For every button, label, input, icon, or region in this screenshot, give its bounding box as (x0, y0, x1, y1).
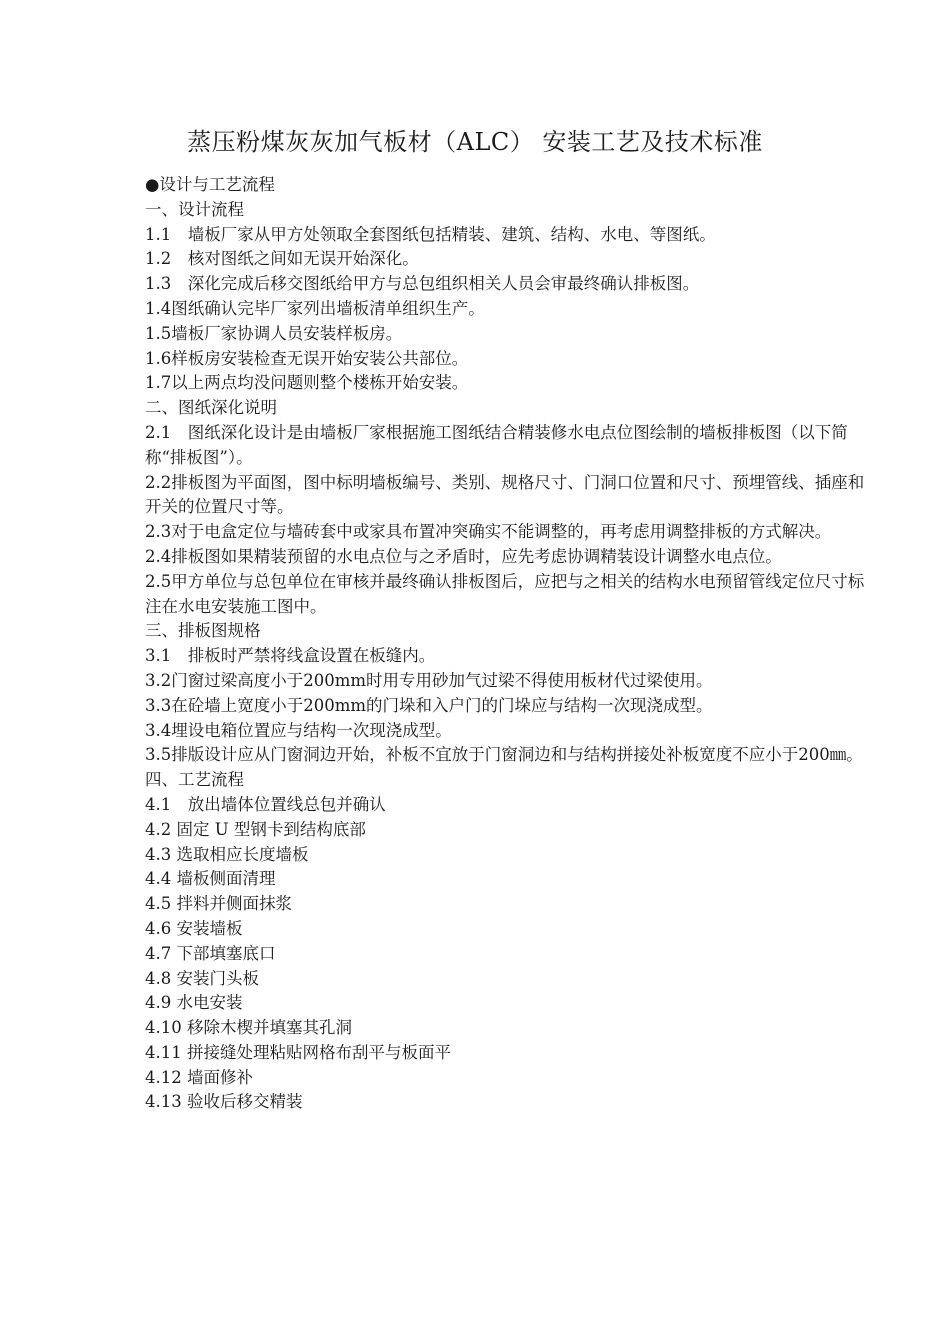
list-item-4-10: 4.10 移除木楔并填塞其孔洞 (145, 1018, 352, 1038)
list-item-3-1: 3.1 排板时严禁将线盒设置在板缝内。 (145, 646, 436, 666)
list-item-2-1: 2.1 图纸深化设计是由墙板厂家根据施工图纸结合精装修水电点位图绘制的墙板排板图（以下简称“排板图”）。 (145, 422, 848, 467)
list-item-2-4: 2.4排板图如果精装预留的水电点位与之矛盾时，应先考虑协调精装设计调整水电点位。 (145, 546, 782, 566)
list-item-3-3: 3.3在砼墙上宽度小于200mm的门垛和入户门的门垛应与结构一次现浇成型。 (145, 695, 713, 715)
list-item-4-11: 4.11 拼接缝处理粘贴网格布刮平与板面平 (145, 1042, 451, 1062)
document-title: 蒸压粉煤灰灰加气板材（ALC） 安装工艺及技术标准 (187, 128, 763, 156)
list-item-2-5: 2.5甲方单位与总包单位在审核并最终确认排板图后，应把与之相关的结构水电预留管线定位尺寸标注在水电安装施工图中。 (145, 571, 865, 616)
list-item-4-9: 4.9 水电安装 (145, 993, 243, 1013)
list-item-4-13: 4.13 验收后移交精装 (145, 1092, 303, 1112)
list-item-4-3: 4.3 选取相应长度墙板 (145, 844, 309, 864)
list-item-1-4: 1.4图纸确认完毕厂家列出墙板清单组织生产。 (145, 298, 485, 318)
list-item-1-6: 1.6样板房安装检查无误开始安装公共部位。 (145, 348, 469, 368)
section-heading-2: 二、图纸深化说明 (145, 398, 277, 418)
list-item-3-5: 3.5排版设计应从门窗洞边开始，补板不宜放于门窗洞边和与结构拼接处补板宽度不应小于200㎜。 (145, 745, 863, 765)
section-bullet-heading: ●设计与工艺流程 (145, 175, 275, 194)
list-item-2-3: 2.3对于电盒定位与墙砖套中或家具布置冲突确实不能调整的，再考虑用调整排板的方式解决。 (145, 522, 832, 542)
list-item-1-1: 1.1 墙板厂家从甲方处领取全套图纸包括精装、建筑、结构、水电、等图纸。 (145, 224, 716, 244)
list-item-4-12: 4.12 墙面修补 (145, 1067, 253, 1087)
list-item-4-7: 4.7 下部填塞底口 (145, 943, 276, 963)
section-heading-4: 四、工艺流程 (145, 770, 244, 790)
list-item-4-4: 4.4 墙板侧面清理 (145, 869, 276, 889)
list-item-4-1: 4.1 放出墙体位置线总包并确认 (145, 794, 386, 814)
list-item-4-2: 4.2 固定 U 型钢卡到结构底部 (145, 819, 366, 839)
list-item-3-2: 3.2门窗过梁高度小于200mm时用专用砂加气过梁不得使用板材代过梁使用。 (145, 670, 713, 690)
list-item-4-8: 4.8 安装门头板 (145, 968, 259, 988)
section-heading-3: 三、排板图规格 (145, 621, 261, 641)
list-item-4-5: 4.5 拌料并侧面抹浆 (145, 894, 292, 914)
list-item-1-2: 1.2 核对图纸之间如无误开始深化。 (145, 249, 419, 269)
list-item-3-4: 3.4埋设电箱位置应与结构一次现浇成型。 (145, 720, 452, 740)
list-item-1-3: 1.3 深化完成后移交图纸给甲方与总包组织相关人员会审最终确认排板图。 (145, 274, 700, 294)
list-item-2-2: 2.2排板图为平面图，图中标明墙板编号、类别、规格尺寸、门洞口位置和尺寸、预埋管线、插座和开关的位置尺寸等。 (145, 472, 865, 517)
section-heading-1: 一、设计流程 (145, 199, 244, 219)
list-item-1-7: 1.7以上两点均没问题则整个楼栋开始安装。 (145, 373, 469, 393)
document-body (145, 173, 875, 1115)
list-item-1-5: 1.5墙板厂家协调人员安装样板房。 (145, 323, 403, 343)
list-item-4-6: 4.6 安装墙板 (145, 918, 243, 938)
